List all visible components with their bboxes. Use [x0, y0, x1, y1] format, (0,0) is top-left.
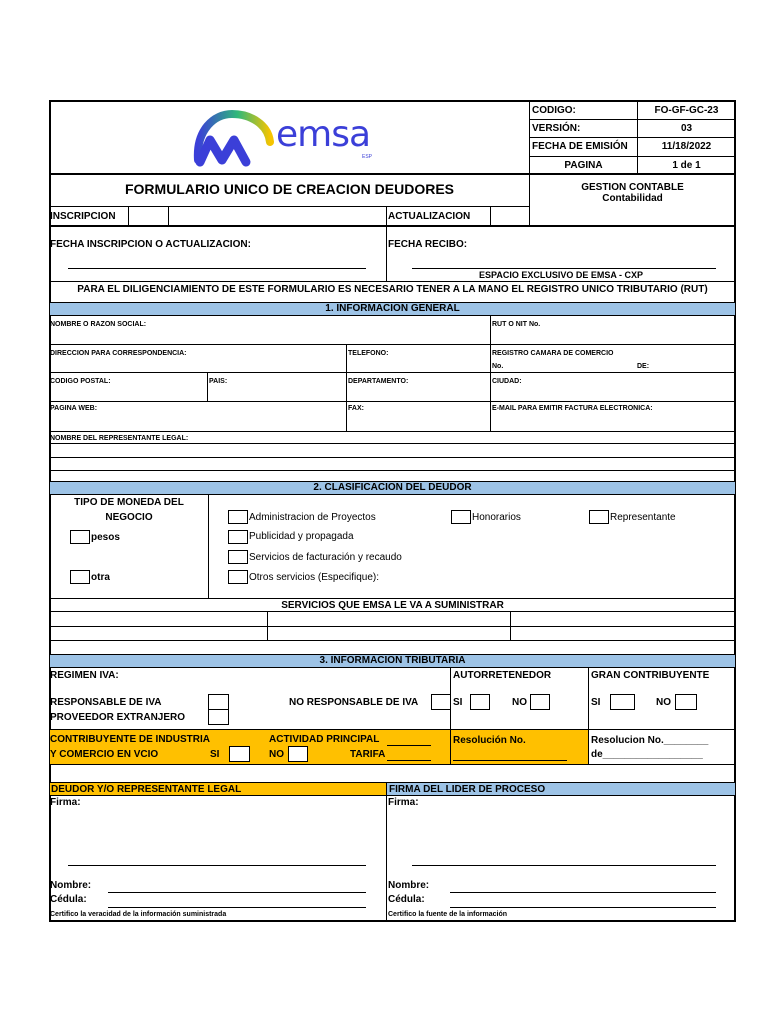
version-label: VERSIÓN: — [532, 123, 581, 134]
responsable-iva-checkbox[interactable] — [208, 694, 229, 710]
deudor-certifico: Certifico la veracidad de la información suministrada — [50, 911, 227, 918]
fecha-emision-value: 11/18/2022 — [661, 141, 712, 152]
deudor-header: DEUDOR Y/O REPRESENTANTE LEGAL — [51, 784, 242, 795]
actividad-principal-label: ACTIVIDAD PRINCIPAL — [269, 734, 380, 745]
otra-label: otra — [91, 572, 110, 583]
codigo-value: FO-GF-GC-23 — [654, 105, 719, 116]
direccion-label: DIRECCION PARA CORRESPONDENCIA: — [50, 350, 187, 357]
lider-cedula-label: Cédula: — [388, 894, 425, 905]
email-label: E-MAIL PARA EMITIR FACTURA ELECTRONICA: — [492, 405, 653, 412]
direccion-field[interactable] — [190, 345, 344, 371]
inscripcion-label: INSCRIPCION — [50, 211, 116, 222]
ica-no-label: NO — [269, 749, 284, 760]
registro-label: REGISTRO CAMARA DE COMERCIO — [492, 350, 614, 357]
contribuyente-ica-label-2: Y COMERCIO EN VCIO — [50, 749, 159, 760]
deudor-nombre-label: Nombre: — [50, 880, 92, 891]
gran-contribuyente-no-checkbox[interactable] — [675, 694, 697, 710]
nombre-razon-label: NOMBRE O RAZON SOCIAL: — [50, 321, 147, 328]
resolucion-gc-label-1: Resolucion No.________ — [591, 735, 709, 746]
autorretenedor-no-checkbox[interactable] — [530, 694, 550, 710]
departamento-label: DEPARTAMENTO: — [348, 378, 409, 385]
lider-header: FIRMA DEL LIDER DE PROCESO — [389, 784, 546, 795]
representante-label: Representante — [610, 512, 676, 523]
fecha-emision-label: FECHA DE EMISIÓN — [532, 141, 628, 152]
actualizacion-checkbox[interactable] — [491, 207, 528, 225]
rut-notice: PARA EL DILIGENCIAMIENTO DE ESTE FORMULARIO ES NECESARIO TENER A LA MANO EL REGISTRO UNICO TRIBUTARIO (RUT) — [77, 284, 708, 295]
deudor-firma-label: Firma: — [50, 797, 81, 808]
ica-no-checkbox[interactable] — [288, 746, 308, 762]
nombre-razon-field[interactable] — [160, 316, 488, 343]
otros-servicios-label: Otros servicios (Especifique): — [249, 572, 380, 583]
regimen-iva-label: REGIMEN IVA: — [50, 670, 119, 681]
autorretenedor-no-label: NO — [512, 697, 527, 708]
publicidad-label: Publicidad y propagada — [249, 531, 354, 542]
facturacion-checkbox[interactable] — [228, 550, 248, 564]
proveedor-extranjero-label: PROVEEDOR EXTRANJERO — [50, 712, 186, 723]
emsa-logo — [190, 108, 390, 172]
ica-si-checkbox[interactable] — [229, 746, 250, 762]
resolucion-gc-label-2: de__________________ — [591, 749, 703, 760]
servicios-suministrar-label: SERVICIOS QUE EMSA LE VA A SUMINISTRAR — [281, 600, 504, 611]
espacio-exclusivo: ESPACIO EXCLUSIVO DE EMSA - CXP — [478, 270, 644, 280]
admin-proyectos-checkbox[interactable] — [228, 510, 248, 524]
servicio-field-1[interactable] — [51, 612, 266, 625]
codigo-postal-label: CODIGO POSTAL: — [50, 378, 111, 385]
section2-title: 2. CLASIFICACION DEL DEUDOR — [50, 481, 735, 495]
autorretenedor-si-label: SI — [453, 697, 463, 708]
representante-checkbox[interactable] — [589, 510, 609, 524]
fecha-inscripcion-label: FECHA INSCRIPCION O ACTUALIZACION: — [50, 239, 251, 250]
pais-label: PAIS: — [209, 378, 228, 385]
lider-nombre-label: Nombre: — [388, 880, 430, 891]
contabilidad: Contabilidad — [602, 193, 663, 204]
codigo-label: CODIGO: — [532, 105, 576, 116]
resolucion-label: Resolución No. — [453, 735, 526, 746]
gran-contribuyente-no-label: NO — [656, 697, 671, 708]
honorarios-label: Honorarios — [472, 512, 521, 523]
autorretenedor-label: AUTORRETENEDOR — [453, 670, 552, 681]
form-title: FORMULARIO UNICO DE CREACION DEUDORES — [124, 181, 454, 197]
deudor-firma-field[interactable] — [68, 810, 366, 865]
section1-title: 1. INFORMACION GENERAL — [50, 302, 735, 316]
servicio-field-3[interactable] — [511, 612, 734, 625]
contribuyente-ica-label-1: CONTRIBUYENTE DE INDUSTRIA — [50, 734, 211, 745]
ciudad-label: CIUDAD: — [492, 378, 522, 385]
autorretenedor-si-checkbox[interactable] — [470, 694, 490, 710]
responsable-iva-label: RESPONSABLE DE IVA — [50, 697, 162, 708]
pagina-label: PAGINA — [564, 160, 603, 171]
lider-certifico: Certifico la fuente de la información — [388, 911, 508, 918]
actividad-principal-field[interactable] — [387, 732, 431, 745]
admin-proyectos-label: Administracion de Proyectos — [249, 512, 376, 523]
deudor-cedula-label: Cédula: — [50, 894, 87, 905]
no-responsable-iva-label: NO RESPONSABLE DE IVA — [289, 697, 419, 708]
servicio-field-2[interactable] — [268, 612, 509, 625]
facturacion-label: Servicios de facturación y recaudo — [249, 552, 402, 563]
moneda-title-2: NEGOCIO — [105, 512, 153, 523]
fecha-recibo-label: FECHA RECIBO: — [388, 239, 468, 250]
fax-label: FAX: — [348, 405, 364, 412]
gestion-contable: GESTION CONTABLE — [581, 182, 684, 193]
publicidad-checkbox[interactable] — [228, 530, 248, 544]
pagina-web-label: PAGINA WEB: — [50, 405, 98, 412]
version-value: 03 — [680, 123, 693, 134]
logo-word: emsa — [276, 114, 371, 155]
telefono-field[interactable] — [390, 345, 488, 371]
inscripcion-checkbox[interactable] — [129, 207, 167, 225]
honorarios-checkbox[interactable] — [451, 510, 471, 524]
registro-de-label: DE: — [637, 363, 650, 370]
tarifa-label: TARIFA — [350, 749, 386, 760]
moneda-title-1: TIPO DE MONEDA DEL — [74, 497, 184, 508]
otra-checkbox[interactable] — [70, 570, 90, 584]
ica-si-label: SI — [210, 749, 220, 760]
pesos-checkbox[interactable] — [70, 530, 90, 544]
gran-contribuyente-si-label: SI — [591, 697, 601, 708]
otros-servicios-checkbox[interactable] — [228, 570, 248, 584]
actualizacion-label: ACTUALIZACION — [388, 211, 471, 222]
lider-firma-label: Firma: — [388, 797, 419, 808]
logo-sub: ESP — [362, 154, 373, 160]
pesos-label: pesos — [91, 532, 120, 543]
proveedor-extranjero-checkbox[interactable] — [208, 709, 229, 725]
telefono-label: TELEFONO: — [348, 350, 389, 357]
registro-no-label: No. — [492, 363, 504, 370]
gran-contribuyente-label: GRAN CONTRIBUYENTE — [591, 670, 710, 681]
rut-field[interactable] — [545, 316, 733, 343]
rut-label: RUT O NIT No. — [492, 321, 541, 328]
tarifa-field[interactable] — [387, 747, 431, 760]
no-responsable-iva-checkbox[interactable] — [431, 694, 451, 710]
lider-firma-field[interactable] — [412, 810, 716, 865]
pagina-value: 1 de 1 — [672, 160, 701, 171]
representante-legal-label: NOMBRE DEL REPRESENTANTE LEGAL: — [50, 435, 189, 442]
gran-contribuyente-si-checkbox[interactable] — [610, 694, 635, 710]
section3-title: 3. INFORMACION TRIBUTARIA — [50, 654, 735, 668]
